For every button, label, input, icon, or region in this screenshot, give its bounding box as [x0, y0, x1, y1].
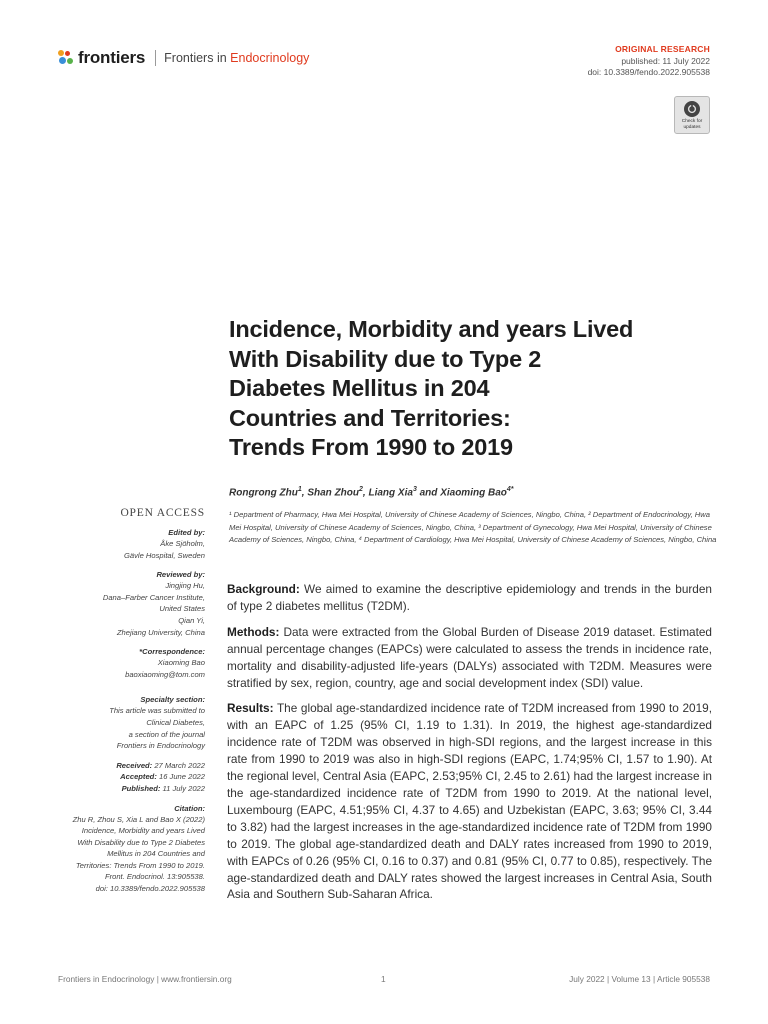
logo-divider	[155, 50, 156, 66]
sidebar-line: United States	[159, 604, 205, 614]
frontiers-logo[interactable]	[58, 47, 309, 69]
author-name[interactable]: Rongrong Zhu	[229, 487, 298, 499]
citation-list	[40, 814, 205, 895]
abstract-section-label: Methods:	[227, 624, 280, 639]
author-affiliation-mark: 3	[412, 486, 417, 493]
published-date: published: 11 July 2022	[621, 56, 710, 66]
sidebar-line: Clinical Diabetes,	[146, 717, 205, 727]
sidebar-line: Zhu R, Zhou S, Xia L and Bao X (2022)	[72, 814, 205, 824]
sidebar-line: With Disability due to Type 2 Diabetes	[77, 837, 205, 847]
date-label: Accepted:	[120, 772, 157, 782]
open-access-label: OPEN ACCESS	[120, 507, 205, 519]
sidebar-line: Åke Sjöholm,	[160, 539, 205, 548]
abstract-text: We aimed to examine the descriptive epidemiology and trends in the burden of type 2 diabetes mellitus (T2DM).	[227, 582, 712, 613]
journal-name	[164, 51, 309, 65]
brand-name: frontiers	[78, 48, 146, 67]
author-list: Rongrong Zhu$^1$, Shan Zhou$^2$, Liang Xia$^3$ and Xiaoming Bao$^{4*}$	[229, 486, 514, 499]
correspondence-list	[40, 657, 205, 680]
journal-accent: Endocrinology	[230, 51, 310, 65]
edited-by-list	[40, 538, 205, 561]
date-value: 27 March 2022	[152, 760, 205, 770]
page-number: 1	[381, 974, 386, 984]
citation-label: Citation:	[174, 803, 205, 813]
sidebar-line: doi: 10.3389/fendo.2022.905538	[95, 884, 205, 894]
sidebar-line: Zhejiang University, China	[116, 627, 205, 637]
abstract-paragraph	[227, 700, 712, 903]
abstract-paragraph	[227, 624, 712, 692]
sidebar-line: Qian Yi,	[178, 615, 205, 625]
frontiers-logo-icon	[58, 50, 74, 66]
check-for-updates-button[interactable]	[674, 96, 710, 134]
check-updates-icon	[684, 101, 700, 117]
sidebar-line: a section of the journal	[128, 729, 205, 739]
author-name[interactable]: Xiaoming Bao	[440, 487, 507, 499]
abstract-text: Data were extracted from the Global Burden of Disease 2019 dataset. Estimated annual percentage changes (EAPCs) were calculated to assess the trends in incidence rate, mortality and disability-adjusted life-years (DALYs) associated with T2DM. Measures were stratified by sex, region, country, age and social development index (SDI) value.	[227, 624, 712, 690]
date-row	[40, 760, 205, 772]
article-title: Incidence, Morbidity and years Lived With Disability due to Type 2 Diabetes Mellitus in 204 Countries and Territories: Trends From 1990 to 2019	[229, 316, 634, 460]
specialty-section-list	[40, 705, 205, 751]
date-row	[40, 771, 205, 783]
date-value: 11 July 2022	[160, 783, 205, 793]
date-label: Published:	[121, 783, 161, 793]
author-affiliation-mark: 2	[359, 486, 363, 493]
specialty-section-label: Specialty section:	[140, 695, 205, 705]
date-row	[40, 783, 205, 795]
affiliations: ¹ Department of Pharmacy, Hwa Mei Hospital, University of Chinese Academy of Sciences, Ningbo, China, ² Department of Endocrinology, Hwa Mei Hospital, University of Chinese Academy of Sciences, Ningbo, China, ³ Department of Gynecology, Hwa Mei Hospital, University of Chinese Academy of Sciences, Ningbo, China, ⁴ Department of Cardiology, Hwa Mei Hospital, University of Chinese Academy of Sciences, Ningbo, China	[229, 510, 717, 545]
date-value: 16 June 2022	[156, 772, 205, 782]
sidebar-line: Jingjing Hu,	[165, 581, 205, 591]
footer-volume-info: July 2022 | Volume 13 | Article 905538	[569, 974, 710, 984]
check-updates-label: Check for updates	[681, 119, 703, 130]
abstract-section-label: Results:	[227, 701, 274, 716]
author-affiliation-mark: 1	[297, 486, 302, 493]
footer-journal-link[interactable]: Frontiers in Endocrinology | www.frontiersin.org	[58, 974, 232, 984]
article-info-sidebar	[40, 507, 205, 895]
author-name[interactable]: Shan Zhou	[307, 487, 360, 499]
sidebar-line: Frontiers in Endocrinology	[116, 741, 205, 751]
abstract	[227, 581, 712, 912]
reviewed-by-label: Reviewed by:	[156, 570, 205, 580]
correspondence-label: *Correspondence:	[139, 647, 205, 657]
doi-link[interactable]: doi: 10.3389/fendo.2022.905538	[587, 67, 710, 77]
sidebar-line: Territories: Trends From 1990 to 2019.	[75, 860, 205, 870]
abstract-section-label: Background:	[227, 582, 300, 596]
edited-by-label: Edited by:	[168, 528, 205, 537]
article-dates	[40, 760, 205, 795]
sidebar-line: Front. Endocrinol. 13:905538.	[104, 872, 205, 882]
sidebar-line: Mellitus in 204 Countries and	[107, 849, 205, 859]
sidebar-line[interactable]: baoxiaoming@tom.com	[125, 669, 205, 679]
date-label: Received:	[116, 760, 153, 770]
abstract-paragraph	[227, 581, 712, 615]
sidebar-line: Xiaoming Bao	[157, 658, 205, 668]
journal-prefix: Frontiers in	[164, 51, 227, 65]
sidebar-line: Gävle Hospital, Sweden	[123, 550, 205, 560]
sidebar-line: Incidence, Morbidity and years Lived	[81, 826, 205, 836]
article-type: ORIGINAL RESEARCH	[615, 44, 710, 54]
author-name[interactable]: Liang Xia	[368, 487, 413, 499]
author-affiliation-mark: 4*	[506, 486, 514, 493]
abstract-text: The global age-standardized incidence rate of T2DM increased from 1990 to 2019, with an EAPC of 1.25 (95% CI, 1.19 to 1.31). In 2019, the highest age-standardized incidence rate of T2DM was observed in high-SDI regions, and the largest increase in this rate from 1990 to 2019 was also in high-SDI regions (EAPC, 1.74;95% CI, 1.57 to 1.90). At the regional level, Central Asia (EAPC, 2.53;95% CI, 2.45 to 2.61) had the largest increase in the age-standardized incidence rate of T2DM from 1990 to 2019. At the national level, Luxembourg (EAPC, 4.51;95% CI, 4.37 to 4.65) and Uzbekistan (EAPC, 3.63; 95% CI, 3.44 to 3.82) had the largest increases in the age-standardized incidence rate of T2DM from 1990 to 2019. The global age-standardized death and DALY rates increased from 1990 to 2019, with EAPCs of 0.26 (95% CI, 0.16 to 0.37) and 0.81 (95% CI, 0.77 to 0.85), respectively. The age-standardized death and DALY rates showed the largest increases in Central Asia, South Asia and Southern Sub-Saharan Africa.	[227, 701, 712, 902]
reviewed-by-list	[40, 580, 205, 638]
sidebar-line: This article was submitted to	[109, 706, 205, 716]
sidebar-line: Dana–Farber Cancer Institute,	[102, 592, 205, 602]
